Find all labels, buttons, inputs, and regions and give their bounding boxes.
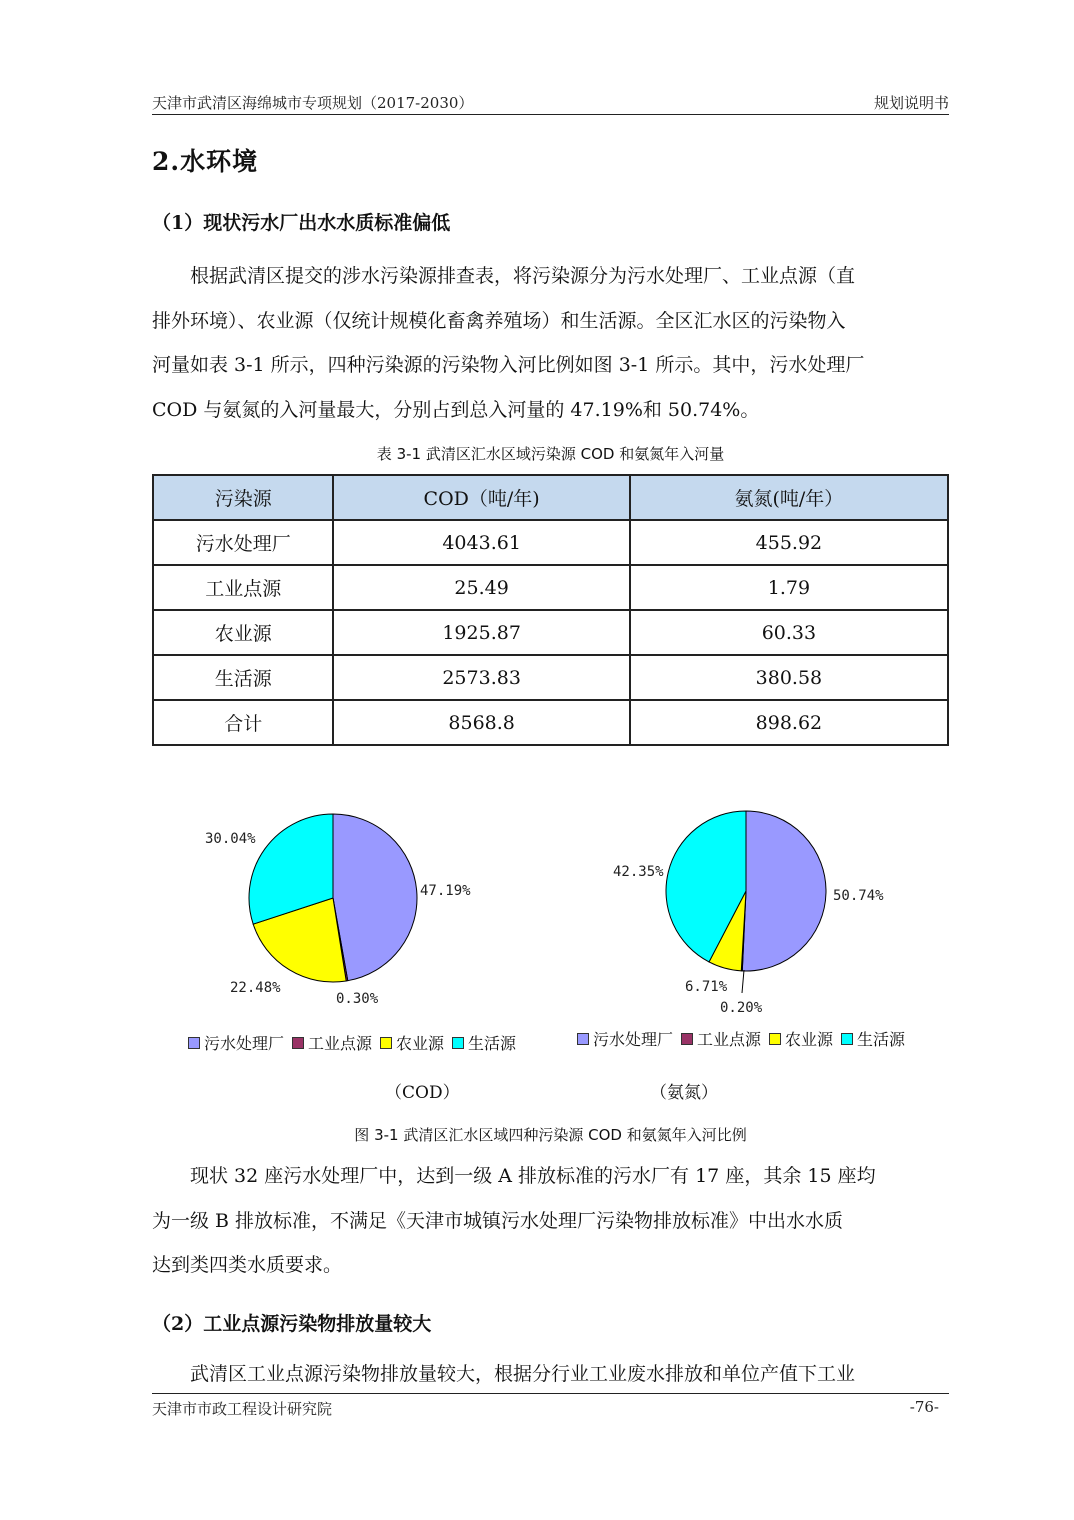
legend-swatch <box>188 1037 200 1049</box>
footer-divider <box>152 1393 949 1394</box>
table-cell: 1.79 <box>630 565 948 610</box>
legend-label: 污水处理厂 <box>204 1034 285 1053</box>
figure-caption: 图 3-1 武清区汇水区域四种污染源 COD 和氨氮年入河比例 <box>354 1126 747 1144</box>
legend-swatch <box>681 1033 693 1045</box>
legend-label: 工业点源 <box>697 1030 762 1049</box>
cod-chart-title: （COD） <box>385 1083 460 1103</box>
cod-chart-legend <box>188 1031 524 1054</box>
footer-institute: 天津市市政工程设计研究院 <box>152 1400 333 1418</box>
table-row <box>153 700 948 745</box>
legend-swatch <box>292 1037 304 1049</box>
table-row <box>153 610 948 655</box>
legend-swatch <box>380 1037 392 1049</box>
ammonia-chart-title: （氨氮） <box>650 1083 718 1103</box>
table-header-cell: 氨氮(吨/年） <box>630 475 948 520</box>
legend-item <box>452 1031 516 1054</box>
pie-data-label: 47.19% <box>420 883 471 899</box>
paragraph-line: 为一级 B 排放标准，不满足《天津市城镇污水处理厂污染物排放标准》中出水水质 <box>152 1209 844 1232</box>
pie-data-label: 50.74% <box>833 888 884 904</box>
table-cell: 农业源 <box>153 610 333 655</box>
legend-item <box>769 1027 833 1050</box>
subsection-heading-1: （1）现状污水厂出水水质标准偏低 <box>152 212 451 234</box>
cod-pie-chart <box>180 800 520 1020</box>
table-cell: 455.92 <box>630 520 948 565</box>
pie-data-label: 42.35% <box>613 864 664 880</box>
legend-item <box>681 1027 761 1050</box>
legend-item <box>292 1031 372 1054</box>
legend-item <box>577 1027 673 1050</box>
paragraph-2 <box>152 1154 949 1288</box>
page-number: -76- <box>909 1398 939 1416</box>
paragraph-line: 根据武清区提交的涉水污染源排查表，将污染源分为污水处理厂、工业点源（直 <box>190 265 856 287</box>
table-header-cell: 污染源 <box>153 475 333 520</box>
legend-label: 工业点源 <box>308 1034 373 1053</box>
pollution-source-table <box>152 474 949 746</box>
table-cell: 60.33 <box>630 610 948 655</box>
legend-item <box>188 1031 284 1054</box>
legend-label: 农业源 <box>396 1034 445 1053</box>
paragraph-3 <box>152 1352 949 1397</box>
page-header-doc-type: 规划说明书 <box>873 94 949 112</box>
table-cell: 25.49 <box>333 565 629 610</box>
page-header-title: 天津市武清区海绵城市专项规划（2017-2030） <box>152 94 474 112</box>
legend-item <box>841 1027 905 1050</box>
pie-slice-0 <box>742 811 826 971</box>
table-cell: 380.58 <box>630 655 948 700</box>
legend-swatch <box>841 1033 853 1045</box>
pie-slice-0 <box>333 814 417 981</box>
table-header-cell: COD（吨/年) <box>333 475 629 520</box>
paragraph-line: 武清区工业点源污染物排放量较大，根据分行业工业废水排放和单位产值下工业 <box>190 1363 856 1385</box>
legend-label: 农业源 <box>785 1030 834 1049</box>
legend-item <box>380 1031 444 1054</box>
table-row <box>153 655 948 700</box>
paragraph-line: 达到类四类水质要求。 <box>152 1254 343 1276</box>
table-cell: 1925.87 <box>333 610 629 655</box>
paragraph-line: COD 与氨氮的入河量最大，分别占到总入河量的 47.19%和 50.74%。 <box>152 398 760 421</box>
pie-data-label: 0.30% <box>336 991 379 1007</box>
legend-label: 生活源 <box>468 1034 517 1053</box>
pie-data-label: 30.04% <box>205 831 256 847</box>
paragraph-line: 河量如表 3-1 所示，四种污染源的污染物入河比例如图 3-1 所示。其中，污水处理厂 <box>152 354 865 376</box>
pie-data-label: 22.48% <box>230 980 281 996</box>
paragraph-line: 现状 32 座污水处理厂中，达到一级 A 排放标准的污水厂有 17 座，其余 15 座均 <box>190 1165 876 1187</box>
table-cell: 工业点源 <box>153 565 333 610</box>
table-cell: 2573.83 <box>333 655 629 700</box>
section-title: 2.水环境 <box>152 147 259 176</box>
table-cell: 合计 <box>153 700 333 745</box>
leader-line <box>742 970 744 993</box>
legend-label: 污水处理厂 <box>593 1030 674 1049</box>
paragraph-1 <box>152 254 949 432</box>
legend-swatch <box>452 1037 464 1049</box>
table-cell: 污水处理厂 <box>153 520 333 565</box>
table-cell: 898.62 <box>630 700 948 745</box>
legend-swatch <box>769 1033 781 1045</box>
pie-data-label: 6.71% <box>685 979 728 995</box>
table-header-row <box>153 475 948 520</box>
pie-data-label: 0.20% <box>720 1000 763 1016</box>
ammonia-chart-legend <box>577 1027 913 1050</box>
header-divider <box>152 114 949 115</box>
legend-swatch <box>577 1033 589 1045</box>
table-row <box>153 520 948 565</box>
legend-label: 生活源 <box>857 1030 906 1049</box>
table-cell: 4043.61 <box>333 520 629 565</box>
paragraph-line: 排外环境）、农业源（仅统计规模化畜禽养殖场）和生活源。全区汇水区的污染物入 <box>152 309 846 332</box>
subsection-heading-2: （2）工业点源污染物排放量较大 <box>152 1313 432 1335</box>
table-row <box>153 565 948 610</box>
table-cell: 8568.8 <box>333 700 629 745</box>
ammonia-pie-chart <box>590 800 930 1020</box>
table-caption: 表 3-1 武清区汇水区域污染源 COD 和氨氮年入河量 <box>376 445 725 463</box>
table-cell: 生活源 <box>153 655 333 700</box>
